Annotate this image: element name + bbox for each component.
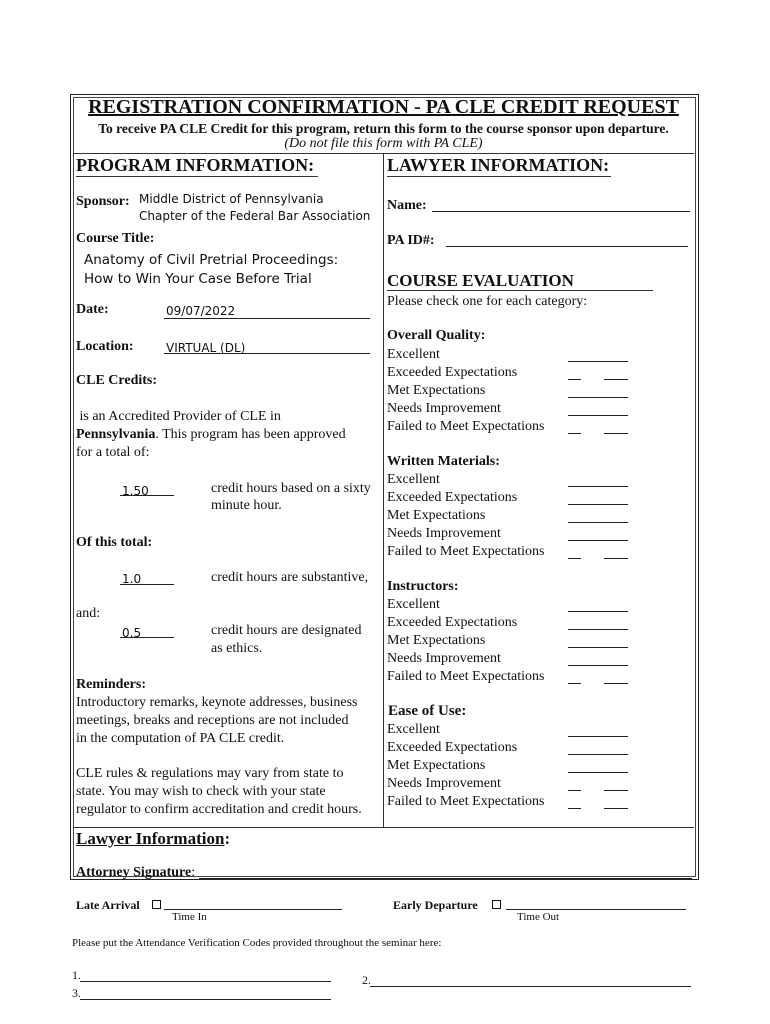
reminder2-line1: CLE rules & regulations may vary from state to xyxy=(76,766,344,781)
code1-field[interactable] xyxy=(80,981,331,982)
location-label: Location: xyxy=(76,339,134,354)
written-option-met: Met Expectations xyxy=(387,508,486,523)
code3-field[interactable] xyxy=(80,999,331,1000)
ease-option-exceeded: Exceeded Expectations xyxy=(387,740,518,755)
written-option-failed: Failed to Meet Expectations xyxy=(387,544,545,559)
date-value: 09/07/2022 xyxy=(166,304,236,318)
lawyer-heading-underline xyxy=(387,176,611,177)
overall-check-exceeded-b[interactable] xyxy=(604,379,628,380)
written-option-exceeded: Exceeded Expectations xyxy=(387,490,518,505)
reminder2-line2: state. You may wish to check with your state xyxy=(76,784,326,799)
ease-check-needs-improvement-a[interactable] xyxy=(568,790,581,791)
sponsor-value-line1: Middle District of Pennsylvania xyxy=(139,192,324,206)
lawyer-information-footer-colon: : xyxy=(224,829,231,848)
ethics-hours-underline xyxy=(120,637,174,638)
program-heading-underline xyxy=(76,176,318,177)
overall-check-needs-improvement[interactable] xyxy=(568,415,628,416)
column-divider xyxy=(383,153,384,827)
accredited-state: Pennsylvania xyxy=(76,427,156,442)
overall-option-excellent: Excellent xyxy=(387,347,440,362)
of-this-total-label: Of this total: xyxy=(76,535,153,550)
course-title-label: Course Title: xyxy=(76,231,155,246)
overall-check-failed-b[interactable] xyxy=(604,433,628,434)
code3-label: 3. xyxy=(72,986,81,1000)
reminder2-line3: regulator to confirm accreditation and credit hours. xyxy=(76,802,362,817)
and-label: and: xyxy=(76,606,101,621)
course-title-line1: Anatomy of Civil Pretrial Proceedings: xyxy=(84,252,339,268)
name-field[interactable] xyxy=(432,211,690,212)
ease-check-exceeded[interactable] xyxy=(568,754,628,755)
ethics-hours-text-line1: credit hours are designated xyxy=(211,623,362,638)
attorney-signature-field[interactable] xyxy=(199,878,692,879)
total-hours-text-line2: minute hour. xyxy=(211,498,282,513)
ease-check-failed-b[interactable] xyxy=(604,808,628,809)
ease-check-met[interactable] xyxy=(568,772,628,773)
instructors-check-met[interactable] xyxy=(568,647,628,648)
pa-id-label: PA ID#: xyxy=(387,233,435,248)
ease-option-excellent: Excellent xyxy=(387,722,440,737)
form-instruction: To receive PA CLE Credit for this program, return this form to the course sponsor upon departure. xyxy=(98,121,669,136)
pa-id-field[interactable] xyxy=(446,246,688,247)
substantive-hours-value: 1.0 xyxy=(122,572,142,586)
instructors-option-excellent: Excellent xyxy=(387,597,440,612)
early-departure-checkbox[interactable] xyxy=(492,900,501,909)
attorney-signature-label xyxy=(76,865,195,881)
lawyer-information-footer-text: Lawyer Information xyxy=(76,829,225,848)
total-hours-underline xyxy=(120,495,174,496)
written-option-excellent: Excellent xyxy=(387,472,440,487)
time-in-label: Time In xyxy=(172,911,207,923)
ease-option-failed: Failed to Meet Expectations xyxy=(387,794,545,809)
overall-option-exceeded: Exceeded Expectations xyxy=(387,365,518,380)
date-label: Date: xyxy=(76,302,109,317)
accredited-text-line1: is an Accredited Provider of CLE in xyxy=(76,409,281,424)
sponsor-value-line2: Chapter of the Federal Bar Association xyxy=(139,209,371,223)
overall-option-needs-improvement: Needs Improvement xyxy=(387,401,501,416)
written-option-needs-improvement: Needs Improvement xyxy=(387,526,501,541)
category-ease-of-use: Ease of Use: xyxy=(388,703,467,719)
accredited-text-line3: for a total of: xyxy=(76,445,150,460)
written-check-exceeded[interactable] xyxy=(568,504,628,505)
reminder1-line2: meetings, breaks and receptions are not included xyxy=(76,713,349,728)
ease-check-excellent[interactable] xyxy=(568,736,628,737)
name-label: Name: xyxy=(387,198,427,213)
form-title: REGISTRATION CONFIRMATION - PA CLE CREDIT REQUEST xyxy=(88,96,679,118)
lawyer-info-heading: LAWYER INFORMATION: xyxy=(387,155,610,175)
instructors-check-exceeded[interactable] xyxy=(568,629,628,630)
reminder1-line3: in the computation of PA CLE credit. xyxy=(76,731,285,746)
substantive-hours-underline xyxy=(120,584,174,585)
ease-check-needs-improvement-b[interactable] xyxy=(604,790,628,791)
instructors-check-excellent[interactable] xyxy=(568,611,628,612)
category-overall-quality: Overall Quality: xyxy=(387,328,486,343)
category-written-materials: Written Materials: xyxy=(387,454,500,469)
accredited-approval: . This program has been approved xyxy=(155,427,346,442)
evaluation-heading-underline xyxy=(387,290,653,291)
ease-check-failed-a[interactable] xyxy=(568,808,581,809)
ethics-hours-value: 0.5 xyxy=(122,626,142,640)
code1-label: 1. xyxy=(72,968,81,982)
time-in-field[interactable] xyxy=(164,909,342,910)
ease-option-needs-improvement: Needs Improvement xyxy=(387,776,501,791)
evaluation-instruction: Please check one for each category: xyxy=(387,294,588,309)
instructors-option-exceeded: Exceeded Expectations xyxy=(387,615,518,630)
program-info-heading: PROGRAM INFORMATION: xyxy=(76,155,315,175)
written-check-needs-improvement[interactable] xyxy=(568,540,628,541)
location-underline xyxy=(164,353,370,354)
instructors-check-needs-improvement[interactable] xyxy=(568,665,628,666)
code2-label: 2. xyxy=(362,973,371,987)
instructors-option-failed: Failed to Meet Expectations xyxy=(387,669,545,684)
substantive-hours-text: credit hours are substantive, xyxy=(211,570,369,585)
overall-check-exceeded-a[interactable] xyxy=(568,379,581,380)
reminders-heading: Reminders: xyxy=(76,677,146,692)
accredited-text-line2 xyxy=(76,427,346,443)
time-out-field[interactable] xyxy=(506,909,686,910)
early-departure-label: Early Departure xyxy=(393,898,478,912)
overall-option-failed: Failed to Meet Expectations xyxy=(387,419,545,434)
bottom-section-divider xyxy=(73,827,694,828)
overall-check-met[interactable] xyxy=(568,397,628,398)
verification-codes-instruction: Please put the Attendance Verification Codes provided throughout the seminar here: xyxy=(72,937,442,949)
written-check-met[interactable] xyxy=(568,522,628,523)
course-title-line2: How to Win Your Case Before Trial xyxy=(84,271,312,287)
written-check-excellent[interactable] xyxy=(568,486,628,487)
cle-credits-label: CLE Credits: xyxy=(76,373,158,388)
sponsor-label: Sponsor: xyxy=(76,194,130,209)
late-arrival-checkbox[interactable] xyxy=(152,900,161,909)
total-hours-value: 1.50 xyxy=(122,484,149,498)
instructors-option-needs-improvement: Needs Improvement xyxy=(387,651,501,666)
time-out-label: Time Out xyxy=(517,911,560,923)
written-check-failed-b[interactable] xyxy=(604,558,628,559)
attorney-signature-colon: : xyxy=(191,865,196,880)
overall-check-failed-a[interactable] xyxy=(568,433,581,434)
attorney-signature-text: Attorney Signature xyxy=(76,865,192,880)
late-arrival-label: Late Arrival xyxy=(76,898,140,912)
ethics-hours-text-line2: as ethics. xyxy=(211,641,263,656)
instructors-option-met: Met Expectations xyxy=(387,633,486,648)
code2-field[interactable] xyxy=(370,986,691,987)
total-hours-text-line1: credit hours based on a sixty xyxy=(211,481,371,496)
date-underline xyxy=(164,318,370,319)
instructors-check-failed-a[interactable] xyxy=(568,683,581,684)
written-check-failed-a[interactable] xyxy=(568,558,581,559)
category-instructors: Instructors: xyxy=(387,579,459,594)
overall-check-excellent[interactable] xyxy=(568,361,628,362)
reminder1-line1: Introductory remarks, keynote addresses, business xyxy=(76,695,358,710)
overall-option-met: Met Expectations xyxy=(387,383,486,398)
course-evaluation-heading: COURSE EVALUATION xyxy=(387,271,574,290)
instructors-check-failed-b[interactable] xyxy=(604,683,628,684)
location-value: VIRTUAL (DL) xyxy=(166,341,246,355)
form-note: (Do not file this form with PA CLE) xyxy=(284,136,483,151)
ease-option-met: Met Expectations xyxy=(387,758,486,773)
lawyer-information-footer-heading xyxy=(76,829,230,849)
